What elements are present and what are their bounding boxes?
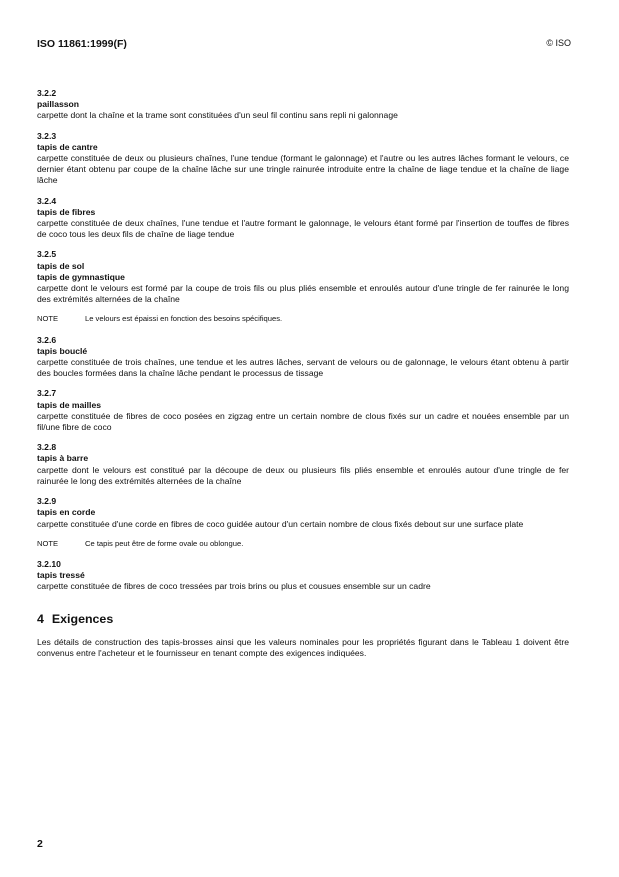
term-definition: carpette constituée de trois chaînes, une tendue et les autres lâches, servant de velours ou de galonnage, le velours étant obtenu à partir des boucles formées dans la chaîne lâche pendant le processus de tissage <box>37 357 569 379</box>
page-number: 2 <box>37 838 43 850</box>
term-number: 3.2.5 <box>37 249 57 260</box>
term-3-2-4 <box>37 196 569 241</box>
section-heading <box>37 611 569 626</box>
term-3-2-5 <box>37 249 569 305</box>
term-number: 3.2.2 <box>37 88 57 98</box>
term-3-2-9 <box>37 496 569 530</box>
term-name: tapis de mailles <box>37 399 102 410</box>
term-3-2-8 <box>37 442 569 487</box>
term-definition: carpette constituée de deux ou plusieurs chaînes, l'une tendue (formant le galonnage) et l'autre ou les autres lâches formant le velours, ce dernier étant obtenu par coupe de la chaîne lâche sur une tringle rainurée introduite entre la chaîne de liage tendue et la chaîne de liage lâche <box>37 153 569 186</box>
document-body <box>37 88 569 659</box>
term-3-2-7 <box>37 388 569 433</box>
term-name: tapis de cantre <box>37 141 98 152</box>
term-name: paillasson <box>37 99 80 110</box>
term-definition: carpette dont le velours est constitué par la découpe de deux ou plusieurs fils pliés ensemble et enroulés autour d'une tringle de fer rainurée le long des extrémités alternées de la chaîne <box>37 464 569 486</box>
term-note <box>37 313 569 324</box>
term-3-2-2 <box>37 88 569 122</box>
document-id: ISO 11861:1999(F) <box>37 38 127 50</box>
term-number: 3.2.10 <box>37 558 61 569</box>
term-3-2-3 <box>37 131 569 187</box>
term-definition: carpette constituée de fibres de coco posées en zigzag entre un certain nombre de clous fixés sur un cadre et nouées ensemble par un fil/une fibre de coco <box>37 410 569 433</box>
term-number: 3.2.7 <box>37 388 57 399</box>
term-name-alt: tapis de gymnastique <box>37 271 125 282</box>
section-number: 4 <box>37 611 44 626</box>
term-definition: carpette constituée d'une corde en fibres de coco guidée autour d'un certain nombre de clous fixés debout sur une surface plate <box>37 518 524 529</box>
term-note <box>37 538 569 549</box>
term-name: tapis en corde <box>37 507 96 518</box>
note-text: Le velours est épaissi en fonction des besoins spécifiques. <box>85 314 283 324</box>
copyright-notice: © ISO <box>546 38 571 48</box>
term-number: 3.2.3 <box>37 130 57 141</box>
note-label: NOTE <box>37 314 59 324</box>
term-number: 3.2.6 <box>37 334 57 345</box>
term-definition: carpette dont la chaîne et la trame sont constituées d'un seul fil continu sans repli ni galonnage <box>37 110 398 121</box>
section-title: Exigences <box>51 611 114 626</box>
term-name: tapis de sol <box>37 260 85 271</box>
term-definition: carpette constituée de fibres de coco tressées par trois brins ou plus et cousues ensemble sur un cadre <box>37 581 431 592</box>
term-name: tapis bouclé <box>37 345 88 356</box>
note-text: Ce tapis peut être de forme ovale ou oblongue. <box>85 538 244 548</box>
note-label: NOTE <box>37 538 59 548</box>
term-number: 3.2.8 <box>37 442 57 453</box>
section-paragraph: Les détails de construction des tapis-brosses ainsi que les valeurs nominales pour les propriétés figurant dans le Tableau 1 doivent être convenus entre l'acheteur et le fournisseur en tenant compte des exigences indiquées. <box>37 636 569 658</box>
term-3-2-6 <box>37 335 569 380</box>
term-name: tapis de fibres <box>37 206 96 217</box>
term-3-2-10 <box>37 559 569 593</box>
term-number: 3.2.9 <box>37 496 57 507</box>
term-name: tapis à barre <box>37 453 89 464</box>
term-name: tapis tressé <box>37 570 85 581</box>
term-number: 3.2.4 <box>37 195 57 206</box>
term-definition: carpette dont le velours est formé par la coupe de trois fils ou plus pliés ensemble et enroulés autour d'une tringle de fer rainurée le long des extrémités alternées de la chaîne <box>37 283 569 305</box>
term-definition: carpette constituée de deux chaînes, l'une tendue et l'autre formant le galonnage, le velours étant formé par l'insertion de touffes de fibres de coco tous les deux fils de chaîne de liage tendue <box>37 218 569 240</box>
